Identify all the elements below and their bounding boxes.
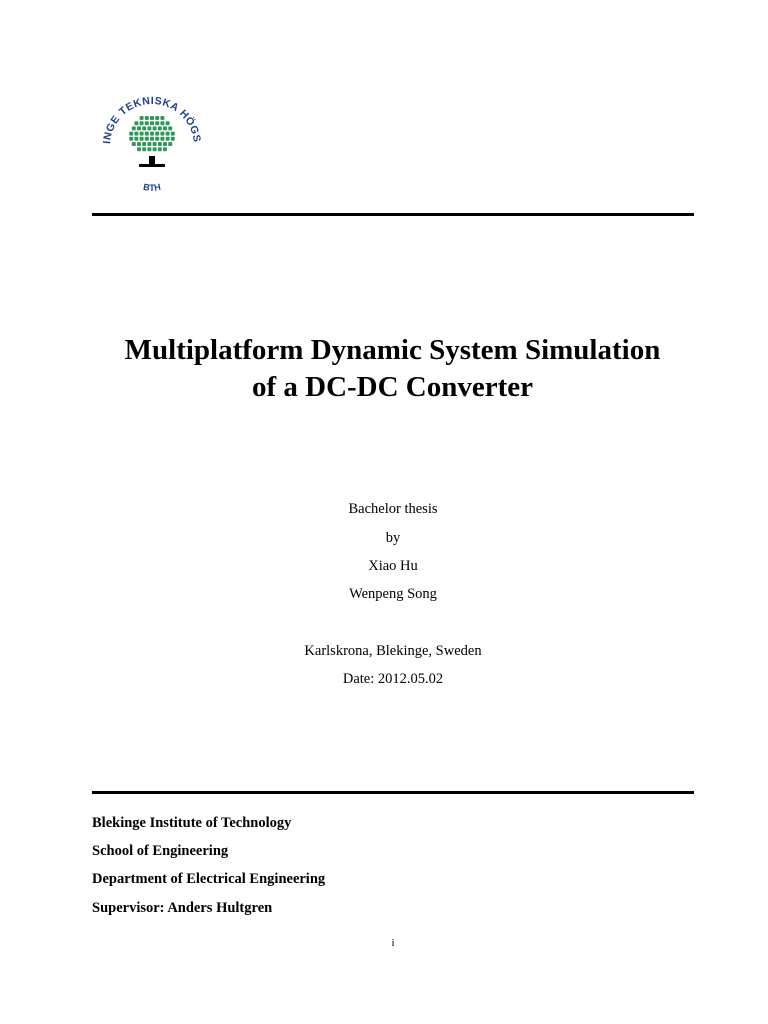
- tree-leaf: [155, 116, 159, 120]
- svg-text:BLEKINGE TEKNISKA HÖGSKOLA: INGE TEKNISKA HÖGS: [101, 94, 203, 145]
- tree-leaf: [150, 116, 154, 120]
- tree-leaf: [145, 116, 149, 120]
- location: Karlskrona, Blekinge, Sweden: [304, 643, 482, 659]
- tree-leaf: [153, 142, 157, 146]
- tree-leaf: [137, 147, 141, 151]
- author-1: Xiao Hu: [368, 558, 418, 574]
- tree-leaf: [155, 121, 159, 125]
- thesis-title: [60, 332, 725, 406]
- tree-leaf: [142, 142, 146, 146]
- tree-leaf: [147, 126, 151, 130]
- tree-leaf: [129, 137, 133, 141]
- by-label: by: [385, 530, 401, 546]
- tree-leaf: [150, 121, 154, 125]
- top-divider: [92, 213, 694, 216]
- tree-leaf: [147, 142, 151, 146]
- supervisor: Supervisor: Anders Hultgren: [92, 900, 273, 916]
- tree-leaf: [137, 142, 141, 146]
- tree-leaf: [166, 132, 170, 136]
- tree-leaf: [166, 137, 170, 141]
- institution-name: Blekinge Institute of Technology: [92, 815, 292, 831]
- tree-leaf: [137, 126, 141, 130]
- tree-leaf: [155, 137, 159, 141]
- tree-leaf: [134, 121, 138, 125]
- tree-leaf: [140, 121, 144, 125]
- tree-leaf: [129, 132, 133, 136]
- tree-leaf: [160, 121, 164, 125]
- tree-leaf: [155, 132, 159, 136]
- title-line-1: Multiplatform Dynamic System Simulation: [124, 334, 661, 366]
- tree-leaf: [150, 132, 154, 136]
- tree-leaf: [150, 137, 154, 141]
- bth-seal-icon: [92, 92, 212, 196]
- tree-leaf: [171, 132, 175, 136]
- svg-text:BTH: BTH: [142, 181, 162, 193]
- tree-leaf: [160, 116, 164, 120]
- tree-leaf: [140, 116, 144, 120]
- tree-leaf: [158, 142, 162, 146]
- tree-leaf: [142, 147, 146, 151]
- tree-leaf: [163, 126, 167, 130]
- tree-leaf: [132, 126, 136, 130]
- tree-leaf: [134, 132, 138, 136]
- tree-leaf: [140, 137, 144, 141]
- tree-leaf: [132, 142, 136, 146]
- tree-leaf: [145, 121, 149, 125]
- tree-leaf: [160, 132, 164, 136]
- title-line-2: of a DC-DC Converter: [251, 371, 534, 403]
- university-logo: [92, 92, 212, 196]
- tree-leaf: [166, 121, 170, 125]
- department-name: Department of Electrical Engineering: [92, 871, 326, 887]
- tree-leaf: [153, 126, 157, 130]
- school-name: School of Engineering: [92, 843, 229, 859]
- tree-leaf: [153, 147, 157, 151]
- date: Date: 2012.05.02: [342, 671, 444, 687]
- tree-leaf: [160, 137, 164, 141]
- bottom-divider: [92, 791, 694, 794]
- tree-leaf: [145, 132, 149, 136]
- page-number: i: [391, 937, 395, 949]
- tree-leaf: [163, 142, 167, 146]
- tree-leaf: [134, 137, 138, 141]
- tree-leaf: [163, 147, 167, 151]
- tree-leaf: [168, 126, 172, 130]
- tree-leaf: [147, 147, 151, 151]
- tree-leaf: [142, 126, 146, 130]
- author-2: Wenpeng Song: [349, 586, 437, 602]
- tree-leaf: [168, 142, 172, 146]
- thesis-type: Bachelor thesis: [348, 501, 438, 517]
- tree-leaf: [158, 126, 162, 130]
- tree-leaf: [140, 132, 144, 136]
- tree-leaf: [171, 137, 175, 141]
- tree-leaf: [145, 137, 149, 141]
- tree-leaf: [158, 147, 162, 151]
